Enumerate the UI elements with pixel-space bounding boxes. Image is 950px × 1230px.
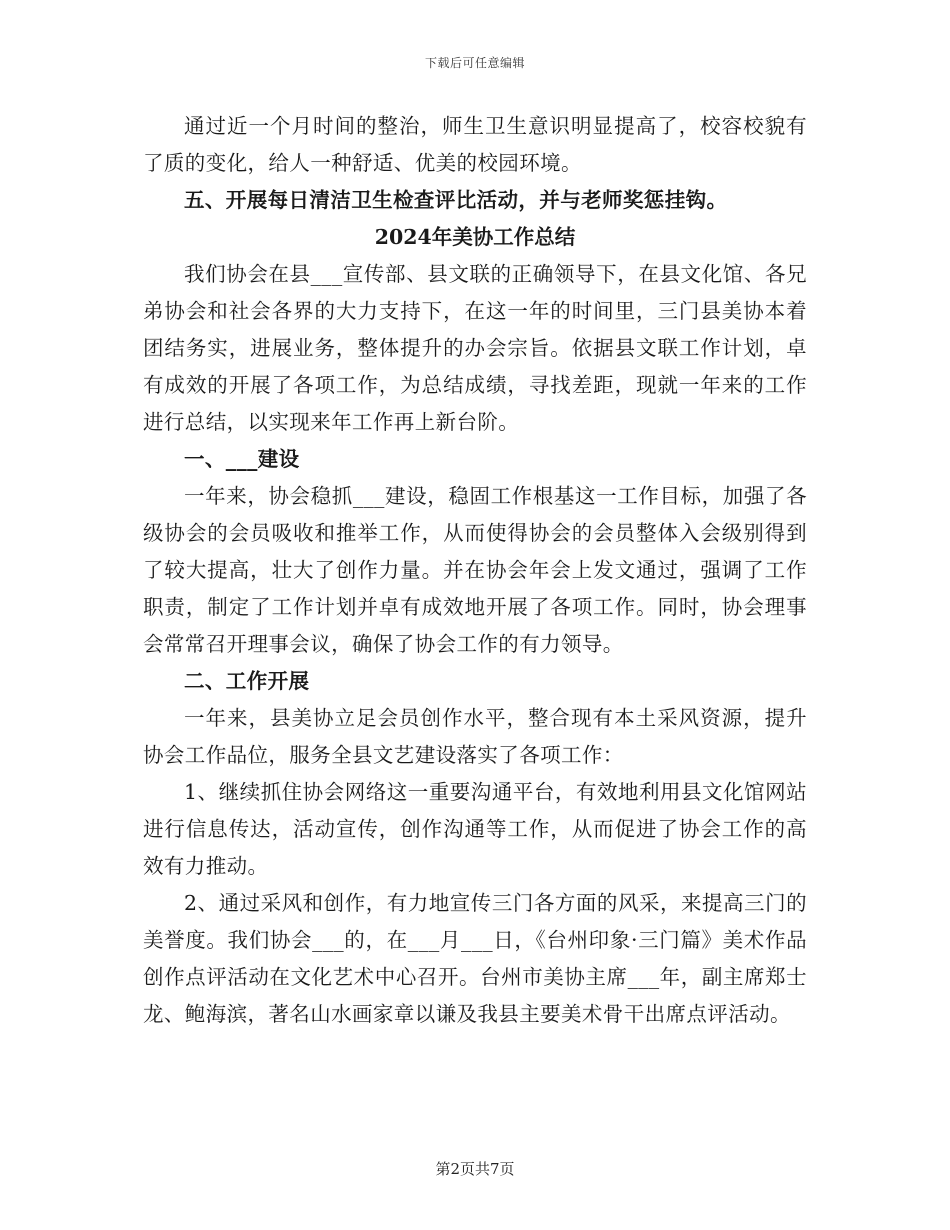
section-heading-1: 一、___建设: [184, 447, 300, 471]
section-heading-2: 二、工作开展: [184, 669, 310, 693]
page-number: 第2页共7页: [435, 1160, 515, 1178]
header-note: 下载后可任意编辑: [424, 56, 525, 70]
section-heading-5: 五、开展每日清洁卫生检查评比活动，并与老师奖惩挂钩。: [184, 188, 728, 212]
paragraph-intro: 我们协会在县___宣传部、县文联的正确领导下，在县文化馆、各兄弟协会和社会各界的大力支持下，在这一年的时间里，三门县美协本着团结务实，进展业务，整体提升的办会宗旨。依据县文联工作计划，卓有成效的开展了各项工作，为总结成绩，寻找差距，现就一年来的工作进行总结，以实现来年工作再上新台阶。: [143, 262, 807, 434]
paragraph-1: 通过近一个月时间的整治，师生卫生意识明显提高了，校容校貌有了质的变化，给人一种舒适、优美的校园环境。: [143, 114, 807, 175]
paragraph-work: 一年来，县美协立足会员创作水平，整合现有本土采风资源，提升协会工作品位，服务全县文艺建设落实了各项工作：: [143, 706, 807, 767]
document-body: [143, 108, 807, 1033]
paragraph-item-2: 2、通过采风和创作，有力地宣传三门各方面的风采，来提高三门的美誉度。我们协会___的，在___月___日，《台州印象·三门篇》美术作品创作点评活动在文化艺术中心召开。台州市美协主席___年，副主席郑士龙、鲍海滨，著名山水画家章以谦及我县主要美术骨干出席点评活动。: [143, 891, 807, 1026]
paragraph-construction: 一年来，协会稳抓___建设，稳固工作根基这一工作目标，加强了各级协会的会员吸收和推举工作，从而使得协会的会员整体入会级别得到了较大提高，壮大了创作力量。并在协会年会上发文通过，强调了工作职责，制定了工作计划并卓有成效地开展了各项工作。同时，协会理事会常常召开理事会议，确保了协会工作的有力领导。: [143, 484, 807, 656]
document-title: 2024年美协工作总结: [374, 225, 576, 249]
paragraph-item-1: 1、继续抓住协会网络这一重要沟通平台，有效地利用县文化馆网站进行信息传达，活动宣传，创作沟通等工作，从而促进了协会工作的高效有力推动。: [143, 780, 807, 878]
